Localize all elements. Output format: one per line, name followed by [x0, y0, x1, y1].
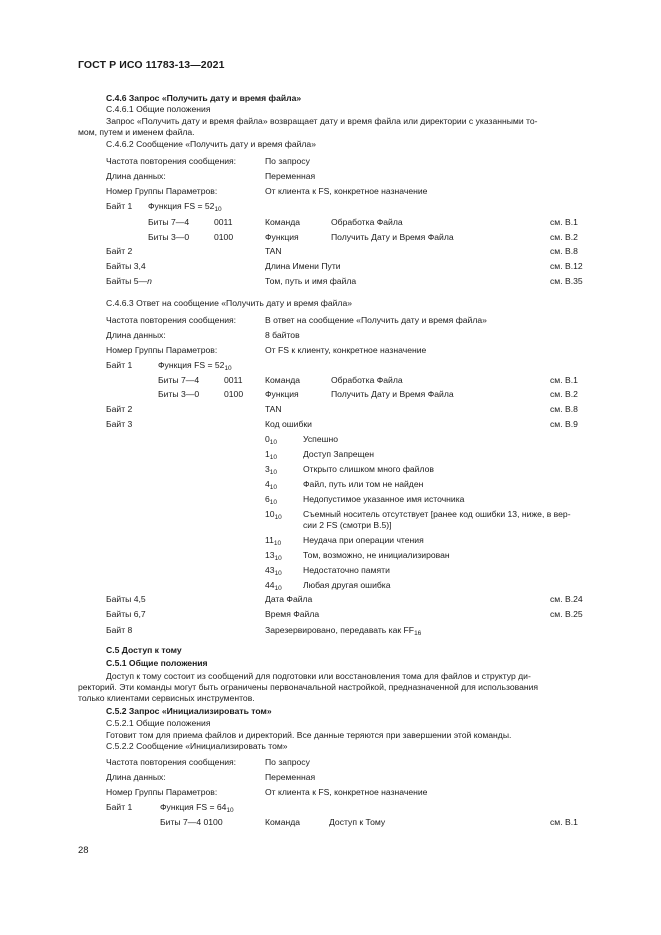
field-description: Доступ к Тому	[329, 817, 386, 827]
error-code-text: Недостаточно памяти	[303, 565, 390, 575]
fs-function: Функция FS = $52_{10}$	[148, 201, 222, 213]
error-code-number: $44_{10}$	[265, 580, 282, 592]
error-code-number: $13_{10}$	[265, 550, 282, 562]
byte-label: Байт 1	[106, 201, 133, 211]
error-code-text: Неудача при операции чтения	[303, 535, 424, 545]
field-name: Команда	[265, 375, 301, 385]
section-title: С.5 Доступ к тому	[106, 645, 182, 655]
section-title: С.4.6 Запрос «Получить дату и время файла»	[106, 93, 302, 103]
byte-label: Байт 3	[106, 419, 133, 429]
reference: см. В.25	[550, 609, 583, 619]
byte-label: Байты 4,5	[106, 594, 146, 604]
field-label: Длина данных:	[106, 330, 166, 340]
byte-label: Байт 1	[106, 802, 133, 812]
error-code-number: $10_{10}$	[265, 509, 282, 521]
paragraph-line: только клиентами сервисных инструментов.	[78, 693, 255, 703]
field-name: Функция	[265, 389, 299, 399]
document-header: ГОСТ Р ИСО 11783-13—2021	[78, 59, 225, 71]
paragraph-line: мом, путем и именем файла.	[78, 127, 195, 137]
subsection-title: С.4.6.2 Сообщение «Получить дату и время файла»	[106, 139, 316, 149]
reference: см. В.35	[550, 276, 583, 286]
field-name: Код ошибки	[265, 419, 312, 429]
paragraph-line: Доступ к тому состоит из сообщений для подготовки или восстановления тома для файлов и структур ди-	[106, 671, 531, 681]
error-code-text: Файл, путь или том не найден	[303, 479, 424, 489]
byte-label: Байт 2	[106, 404, 133, 414]
bits-value: 0011	[224, 375, 243, 385]
field-value: 8 байтов	[265, 330, 300, 340]
reference: см. В.1	[550, 375, 578, 385]
error-code-text: Доступ Запрещен	[303, 449, 375, 459]
byte-label: Байт 1	[106, 360, 133, 370]
error-code-text: Открыто слишком много файлов	[303, 464, 434, 474]
paragraph-line: Запрос «Получить дату и время файла» возвращает дату и время файла или директории с указанными то-	[106, 116, 538, 126]
reference: см. В.1	[550, 217, 578, 227]
error-code-number: $4_{10}$	[265, 479, 278, 491]
error-code-number: $6_{10}$	[265, 494, 278, 506]
field-value: Переменная	[265, 772, 316, 782]
field-label: Номер Группы Параметров:	[106, 345, 218, 355]
field-label: Частота повторения сообщения:	[106, 757, 237, 767]
byte-label: Байты 3,4	[106, 261, 146, 271]
field-description: Обработка Файла	[331, 375, 403, 385]
reference: см. В.12	[550, 261, 583, 271]
bits-value: 0100	[214, 232, 234, 242]
field-label: Длина данных:	[106, 171, 166, 181]
field-value: По запросу	[265, 156, 310, 166]
reference: см. В.8	[550, 404, 578, 414]
fs-function: Функция FS = $64_{10}$	[160, 802, 234, 814]
page-number: 28	[78, 845, 89, 856]
section-title: С.5.2 Запрос «Инициализировать том»	[106, 706, 272, 716]
field-label: Частота повторения сообщения:	[106, 156, 237, 166]
bits-label: Биты 3—0	[158, 389, 200, 399]
bits-label: Биты 7—4	[148, 217, 190, 227]
subsection-title: С.5.1 Общие положения	[106, 658, 208, 668]
subsection-title: С.5.2.1 Общие положения	[106, 718, 211, 728]
reference: см. В.2	[550, 389, 578, 399]
error-code-text: Том, возможно, не инициализирован	[303, 550, 450, 560]
error-code-text: Любая другая ошибка	[303, 580, 391, 590]
field-name: Том, путь и имя файла	[265, 276, 357, 286]
field-name: Функция	[265, 232, 299, 242]
field-name: TAN	[265, 246, 282, 256]
reference: см. В.24	[550, 594, 583, 604]
fs-function: Функция FS = $52_{10}$	[158, 360, 232, 372]
field-name: Длина Имени Пути	[265, 261, 341, 271]
field-name: Время Файла	[265, 609, 320, 619]
paragraph-line: Готовит том для приема файлов и директорий. Все данные теряются при завершении этой команды.	[106, 730, 512, 740]
field-value: В ответ на сообщение «Получить дату и время файла»	[265, 315, 487, 325]
subsection-title: С.4.6.1 Общие положения	[106, 104, 211, 114]
field-description: Получить Дату и Время Файла	[331, 232, 454, 242]
error-code-text: сии 2 FS (смотри В.5)]	[303, 520, 392, 530]
field-name: Дата Файла	[265, 594, 313, 604]
error-code-number: $11_{10}$	[265, 535, 282, 547]
byte-label: Байт 8	[106, 625, 133, 635]
field-value: От клиента к FS, конкретное назначение	[265, 787, 428, 797]
field-value: Переменная	[265, 171, 316, 181]
error-code-number: $43_{10}$	[265, 565, 282, 577]
error-code-number: $0_{10}$	[265, 434, 278, 446]
byte-label: Байт 2	[106, 246, 133, 256]
bits-label: Биты 7—4	[158, 375, 200, 385]
field-name: TAN	[265, 404, 282, 414]
error-code-number: $1_{10}$	[265, 449, 278, 461]
bits-value: 0100	[224, 389, 244, 399]
field-label: Длина данных:	[106, 772, 166, 782]
field-label: Номер Группы Параметров:	[106, 186, 218, 196]
subsection-title: С.5.2.2 Сообщение «Инициализировать том»	[106, 741, 288, 751]
field-value: От клиента к FS, конкретное назначение	[265, 186, 428, 196]
bits-label: Биты 7—4 0100	[160, 817, 223, 827]
field-value: От FS к клиенту, конкретное назначение	[265, 345, 427, 355]
field-label: Частота повторения сообщения:	[106, 315, 237, 325]
byte-label: Байты 6,7	[106, 609, 146, 619]
error-code-text: Съемный носитель отсутствует [ранее код ошибки 13, ниже, в вер-	[303, 509, 571, 519]
subsection-title: С.4.6.3 Ответ на сообщение «Получить дату и время файла»	[106, 298, 352, 308]
error-code-text: Недопустимое указанное имя источника	[303, 494, 465, 504]
field-value: По запросу	[265, 757, 310, 767]
bits-value: 0011	[214, 217, 233, 227]
field-description: Получить Дату и Время Файла	[331, 389, 454, 399]
field-label: Номер Группы Параметров:	[106, 787, 218, 797]
error-code-text: Успешно	[303, 434, 339, 444]
bits-label: Биты 3—0	[148, 232, 190, 242]
reference: см. В.2	[550, 232, 578, 242]
error-code-number: $3_{10}$	[265, 464, 278, 476]
field-description: Обработка Файла	[331, 217, 403, 227]
paragraph-line: ректорий. Эти команды могут быть ограничены первоначальной настройкой, предназначенной для использования	[78, 682, 539, 692]
field-name: Команда	[265, 817, 301, 827]
reference: см. В.8	[550, 246, 578, 256]
reference: см. В.9	[550, 419, 578, 429]
reference: см. В.1	[550, 817, 578, 827]
byte-label: Байты 5—n	[106, 276, 152, 286]
field-name: Команда	[265, 217, 301, 227]
field-name: Зарезервировано, передавать как $FF_{16}$	[265, 625, 422, 637]
